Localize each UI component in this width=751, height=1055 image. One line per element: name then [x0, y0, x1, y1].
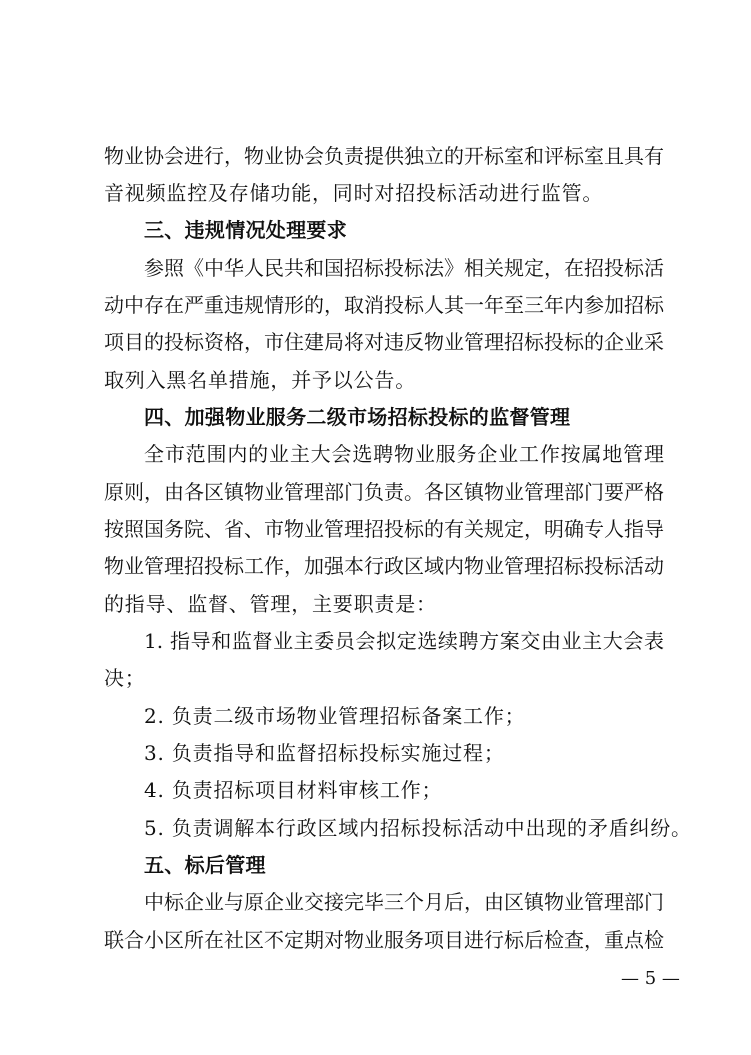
paragraph-line: 物业管理招投标工作，加强本行政区域内物业管理招标投标活动 [104, 554, 664, 578]
paragraph-line: 中标企业与原企业交接完毕三个月后，由区镇物业管理部门 [144, 890, 664, 914]
list-item: 5. 负责调解本行政区域内招标投标活动中出现的矛盾纠纷。 [144, 816, 692, 840]
page-number: — 5 — [621, 968, 680, 989]
list-item: 3. 负责指导和监督招标投标实施过程； [144, 741, 505, 765]
section-heading: 四、加强物业服务二级市场招标投标的监督管理 [144, 405, 571, 429]
list-item: 1. 指导和监督业主委员会拟定选续聘方案交由业主大会表 [144, 629, 664, 653]
paragraph-line: 全市范围内的业主大会选聘物业服务企业工作按属地管理 [144, 442, 664, 466]
paragraph-line: 按照国务院、省、市物业管理招投标的有关规定，明确专人指导 [104, 517, 664, 541]
paragraph-line: 联合小区所在社区不定期对物业服务项目进行标后检查，重点检 [104, 928, 664, 952]
paragraph-line: 取列入黑名单措施，并予以公告。 [104, 368, 416, 392]
paragraph-line: 物业协会进行，物业协会负责提供独立的开标室和评标室且具有 [104, 144, 664, 168]
paragraph-line: 音视频监控及存储功能，同时对招投标活动进行监管。 [104, 181, 604, 205]
paragraph-line: 原则，由各区镇物业管理部门负责。各区镇物业管理部门要严格 [104, 480, 664, 504]
paragraph-line: 参照《中华人民共和国招标投标法》相关规定，在招投标活 [144, 256, 664, 280]
paragraph-line: 的指导、监督、管理，主要职责是： [104, 592, 437, 616]
section-heading: 五、标后管理 [144, 853, 266, 877]
list-item: 2. 负责二级市场物业管理招标备案工作； [144, 704, 526, 728]
paragraph-line: 项目的投标资格，市住建局将对违反物业管理招标投标的企业采 [104, 330, 664, 354]
paragraph-line: 动中存在严重违规情形的，取消投标人其一年至三年内参加招标 [104, 293, 664, 317]
list-item-continuation: 决； [104, 666, 146, 690]
list-item: 4. 负责招标项目材料审核工作； [144, 778, 443, 802]
section-heading: 三、违规情况处理要求 [144, 218, 347, 242]
